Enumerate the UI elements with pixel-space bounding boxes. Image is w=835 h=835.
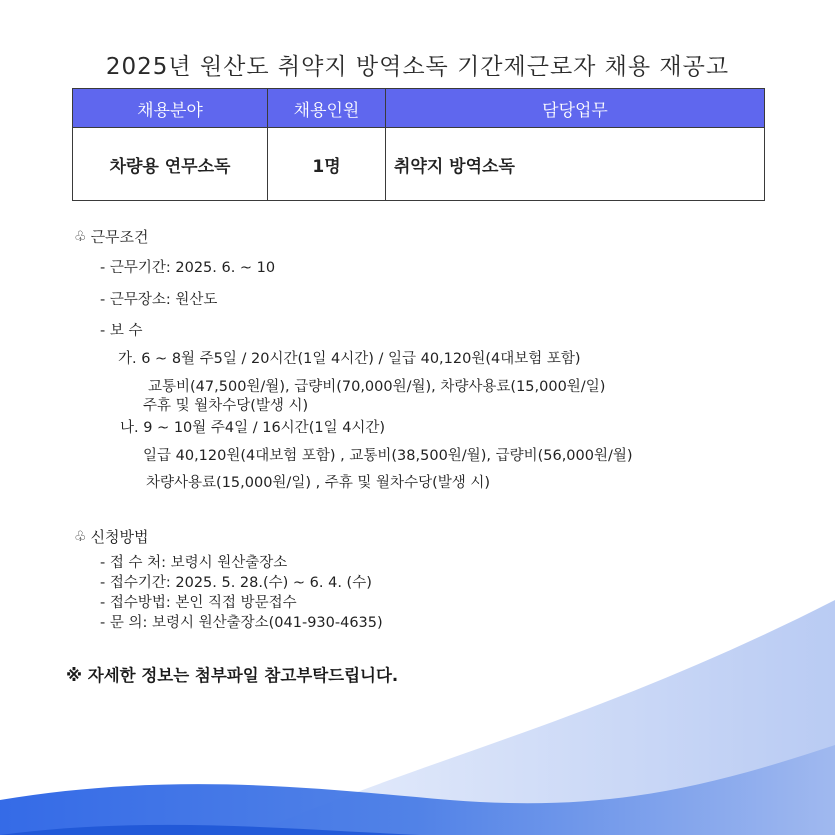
header-field: 채용분야 <box>73 89 268 128</box>
work-place: - 근무장소: 원산도 <box>100 292 218 308</box>
pay-a-line-3: 주휴 및 월차수당(발생 시) <box>143 398 309 414</box>
work-period: - 근무기간: 2025. 6. ~ 10 <box>100 260 276 276</box>
pay-b-line-2: 일급 40,120원(4대보험 포함) , 교통비(38,500원/월), 급량비(56,000원/월) <box>143 448 633 464</box>
header-duty: 담당업무 <box>386 89 765 128</box>
pay-label: - 보 수 <box>100 323 143 339</box>
conditions-heading-text: 근무조건 <box>90 228 149 246</box>
page-title: 2025년 원산도 취약지 방역소독 기간제근로자 채용 재공고 <box>105 54 730 80</box>
application-line: - 접수방법: 본인 직접 방문접수 <box>100 595 297 611</box>
application-line: - 접수기간: 2025. 5. 28.(수) ~ 6. 4. (수) <box>100 575 372 591</box>
application-heading-text: 신청방법 <box>90 528 149 546</box>
header-count: 채용인원 <box>268 89 386 128</box>
attachment-notice: ※ 자세한 정보는 첨부파일 참고부탁드립니다. <box>66 666 399 685</box>
table-header-row <box>73 89 765 128</box>
pay-b-line-3: 차량사용료(15,000원/일) , 주휴 및 월차수당(발생 시) <box>146 475 491 491</box>
cell-duty: 취약지 방역소독 <box>386 128 765 201</box>
cell-count: 1명 <box>268 128 386 201</box>
pay-a-line-1: 가. 6 ~ 8월 주5일 / 20시간(1일 4시간) / 일급 40,120원(4대보험 포함) <box>118 351 581 367</box>
clover-icon: ♧ <box>74 228 87 245</box>
cell-field: 차량용 연무소독 <box>73 128 268 201</box>
table-row <box>73 128 765 201</box>
application-heading <box>74 526 149 547</box>
application-line: - 접 수 처: 보령시 원산출장소 <box>100 555 288 571</box>
pay-a-line-2: 교통비(47,500원/월), 급량비(70,000원/월), 차량사용료(15,000원/일) <box>148 379 606 395</box>
recruitment-table <box>72 88 765 201</box>
application-line: - 문 의: 보령시 원산출장소(041-930-4635) <box>100 615 383 631</box>
conditions-heading <box>74 226 149 247</box>
clover-icon: ♧ <box>74 528 87 545</box>
pay-b-line-1: 나. 9 ~ 10월 주4일 / 16시간(1일 4시간) <box>120 420 386 436</box>
